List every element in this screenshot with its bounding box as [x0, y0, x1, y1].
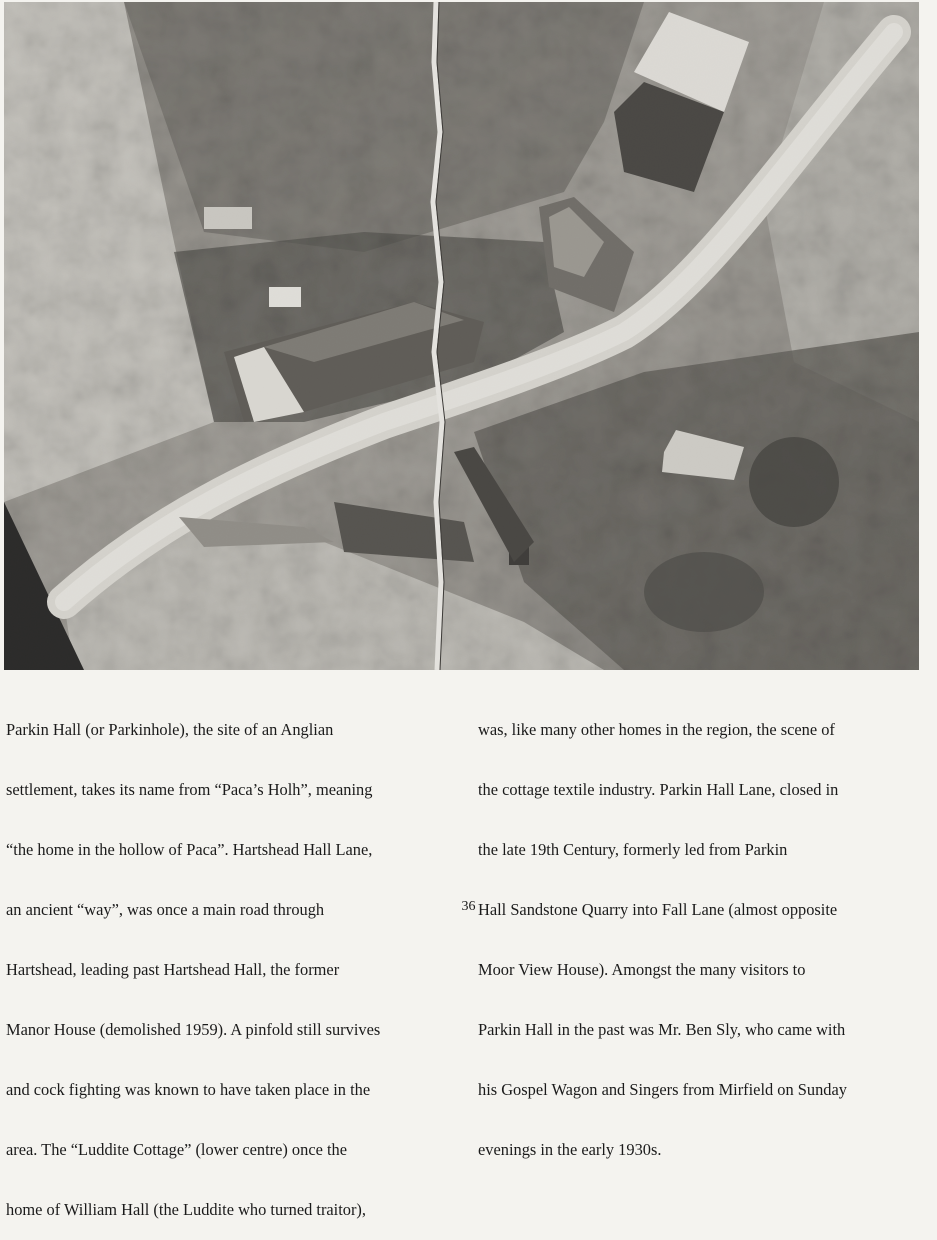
caption-left-column	[6, 680, 454, 1240]
caption-line: Moor View House). Amongst the many visitors to	[478, 960, 806, 979]
caption-line: “the home in the hollow of Paca”. Hartshead Hall Lane,	[6, 840, 373, 859]
caption-line: his Gospel Wagon and Singers from Mirfield on Sunday	[478, 1080, 847, 1099]
caption-line: Parkin Hall in the past was Mr. Ben Sly, who came with	[478, 1020, 846, 1039]
photo-canvas	[4, 2, 919, 670]
aerial-photograph	[4, 2, 919, 670]
caption-line: was, like many other homes in the region, the scene of	[478, 720, 835, 739]
caption-line: an ancient “way”, was once a main road through	[6, 900, 325, 919]
caption-line: Parkin Hall (or Parkinhole), the site of an Anglian	[6, 720, 334, 739]
caption-line: settlement, takes its name from “Paca’s Holh”, meaning	[6, 780, 373, 799]
caption-line: evenings in the early 1930s.	[478, 1140, 662, 1159]
caption-line: home of William Hall (the Luddite who turned traitor),	[6, 1200, 366, 1219]
page-number: 36	[461, 899, 476, 914]
caption-line: area. The “Luddite Cottage” (lower centre) once the	[6, 1140, 347, 1159]
caption-right-column	[478, 680, 930, 1180]
caption-line: the late 19th Century, formerly led from Parkin	[478, 840, 788, 859]
caption-line: the cottage textile industry. Parkin Hall Lane, closed in	[478, 780, 839, 799]
caption-line: Hartshead, leading past Hartshead Hall, the former	[6, 960, 340, 979]
photo-grain	[4, 2, 919, 670]
caption-line: Hall Sandstone Quarry into Fall Lane (almost opposite	[478, 900, 838, 919]
caption-line: Manor House (demolished 1959). A pinfold still survives	[6, 1020, 381, 1039]
caption-line: and cock fighting was known to have taken place in the	[6, 1080, 371, 1099]
